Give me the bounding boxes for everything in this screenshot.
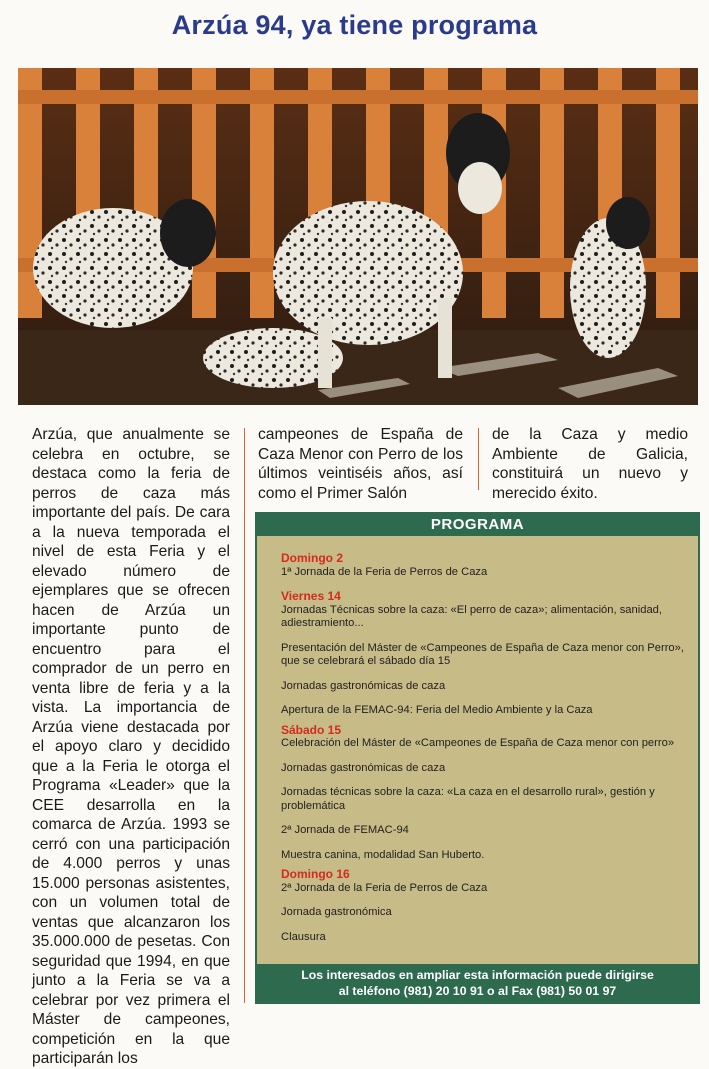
program-event: 2ª Jornada de la Feria de Perros de Caza [281,881,488,894]
day-heading: Viernes 14 [281,589,341,603]
article-text: de la Caza y medio Ambiente de Galicia, constituirá un nuevo y merecido éxito. [492,426,688,502]
article-title: Arzúa 94, ya tiene programa [171,10,538,40]
contact-line: al teléfono (981) 20 10 91 o al Fax (981) 50 01 97 [338,984,617,998]
contact-line: Los interesados en ampliar esta información puede dirigirse [301,968,654,982]
program-event: Jornadas técnicas sobre la caza: «La caza en el desarrollo rural», gestión y problemática [281,786,655,812]
program-event: Presentación del Máster de «Campeones de España de Caza menor con Perro», que se celebrará el sábado día 15 [281,641,684,667]
program-event: Jornadas gastronómicas de caza [281,679,446,692]
programa-list [257,536,698,944]
program-event: Jornada gastronómica [281,906,392,918]
article-column-3 [492,425,688,503]
day-heading: Domingo 16 [281,867,350,881]
article-text: campeones de España de Caza Menor con Perro de los últimos veintiséis años, así como el Primer Salón [258,426,463,502]
column-divider [478,428,479,490]
programa-contact [257,964,698,1002]
day-heading: Domingo 2 [281,551,343,565]
program-event: Celebración del Máster de «Campeones de España de Caza menor con perro» [281,737,675,749]
program-event: Jornadas Técnicas sobre la caza: «El perro de caza»; alimentación, sanidad, adiestramiento... [281,603,663,629]
program-event: 2ª Jornada de FEMAC-94 [281,824,409,836]
column-divider [244,428,245,1003]
program-event: Muestra canina, modalidad San Huberto. [281,848,485,861]
article-text: Arzúa, que anualmente se celebra en octubre, se destaca como la feria de perros de caza más importante del país. De cara a la nueva temporada el nivel de esta Feria y el elevado número de ejemplares que se ofrecen hacen de Arzúa un importante punto de encuentro para el comprador de un perro en venta libre de feria y a la vista. La importancia de Arzúa viene destacada por el apoyo claro y decidido que a la Feria le otorga el Programa «Leader» que la CEE desarrolla en la comarca de Arzúa. 1993 se cerró con una participación de 4.000 perros y unas 15.000 personas asistentes, con un volumen total de ventas que alcanzaron los 35.000.000 de pesetas. Con seguridad que 1994, en que junto a la Feria se va a celebrar por vez primera el Máster de campeones, competición en la que participarán los [32,426,230,1067]
dogs-photo [18,68,698,405]
program-event: Clausura [281,930,326,943]
program-event: Apertura de la FEMAC-94: Feria del Medio Ambiente y la Caza [281,704,593,716]
programa-heading: PROGRAMA [257,514,698,536]
program-event: Jornadas gastronómicas de caza [281,761,446,774]
article-column-2 [258,425,463,503]
article-column-1 [32,425,230,1069]
program-event: 1ª Jornada de la Feria de Perros de Caza [281,565,488,578]
day-heading: Sábado 15 [281,722,342,737]
programa-box [255,512,700,1004]
